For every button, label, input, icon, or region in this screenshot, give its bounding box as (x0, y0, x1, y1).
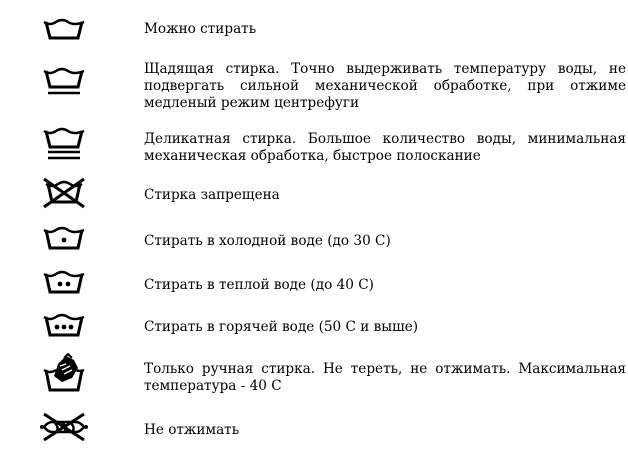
symbol-description: Стирать в холодной воде (до 30 С) (144, 233, 391, 249)
washtub-one-bar-icon (38, 63, 90, 103)
symbol-description: Можно стирать (144, 21, 257, 37)
symbol-description: Стирка запрещена (144, 187, 280, 203)
washtub-icon (38, 12, 90, 52)
symbol-description: Стирать в теплой воде (до 40 С) (144, 277, 374, 293)
hand-wash-icon (38, 352, 90, 392)
washtub-two-dots-icon (38, 266, 90, 306)
washtub-two-bars-icon (38, 123, 90, 163)
symbol-description: Только ручная стирка. Не тереть, не отжимать. Максимальная температура - 40 С (144, 361, 626, 394)
symbol-description: Стирать в горячей воде (50 С и выше) (144, 319, 419, 335)
symbol-description: Щадящая стирка. Точно выдерживать температуру воды, не подвергать сильной механической обработке, при отжиме медленый режим центрефуги (144, 61, 626, 111)
washtub-three-dots-icon (38, 309, 90, 349)
symbol-description: Не отжимать (144, 422, 240, 438)
washtub-crossed-icon (38, 176, 90, 216)
do-not-wring-icon (38, 412, 90, 452)
washtub-one-dot-icon (38, 222, 90, 262)
symbol-description: Деликатная стирка. Большое количество воды, минимальная механическая обработка, быстрое полоскание (144, 131, 626, 164)
